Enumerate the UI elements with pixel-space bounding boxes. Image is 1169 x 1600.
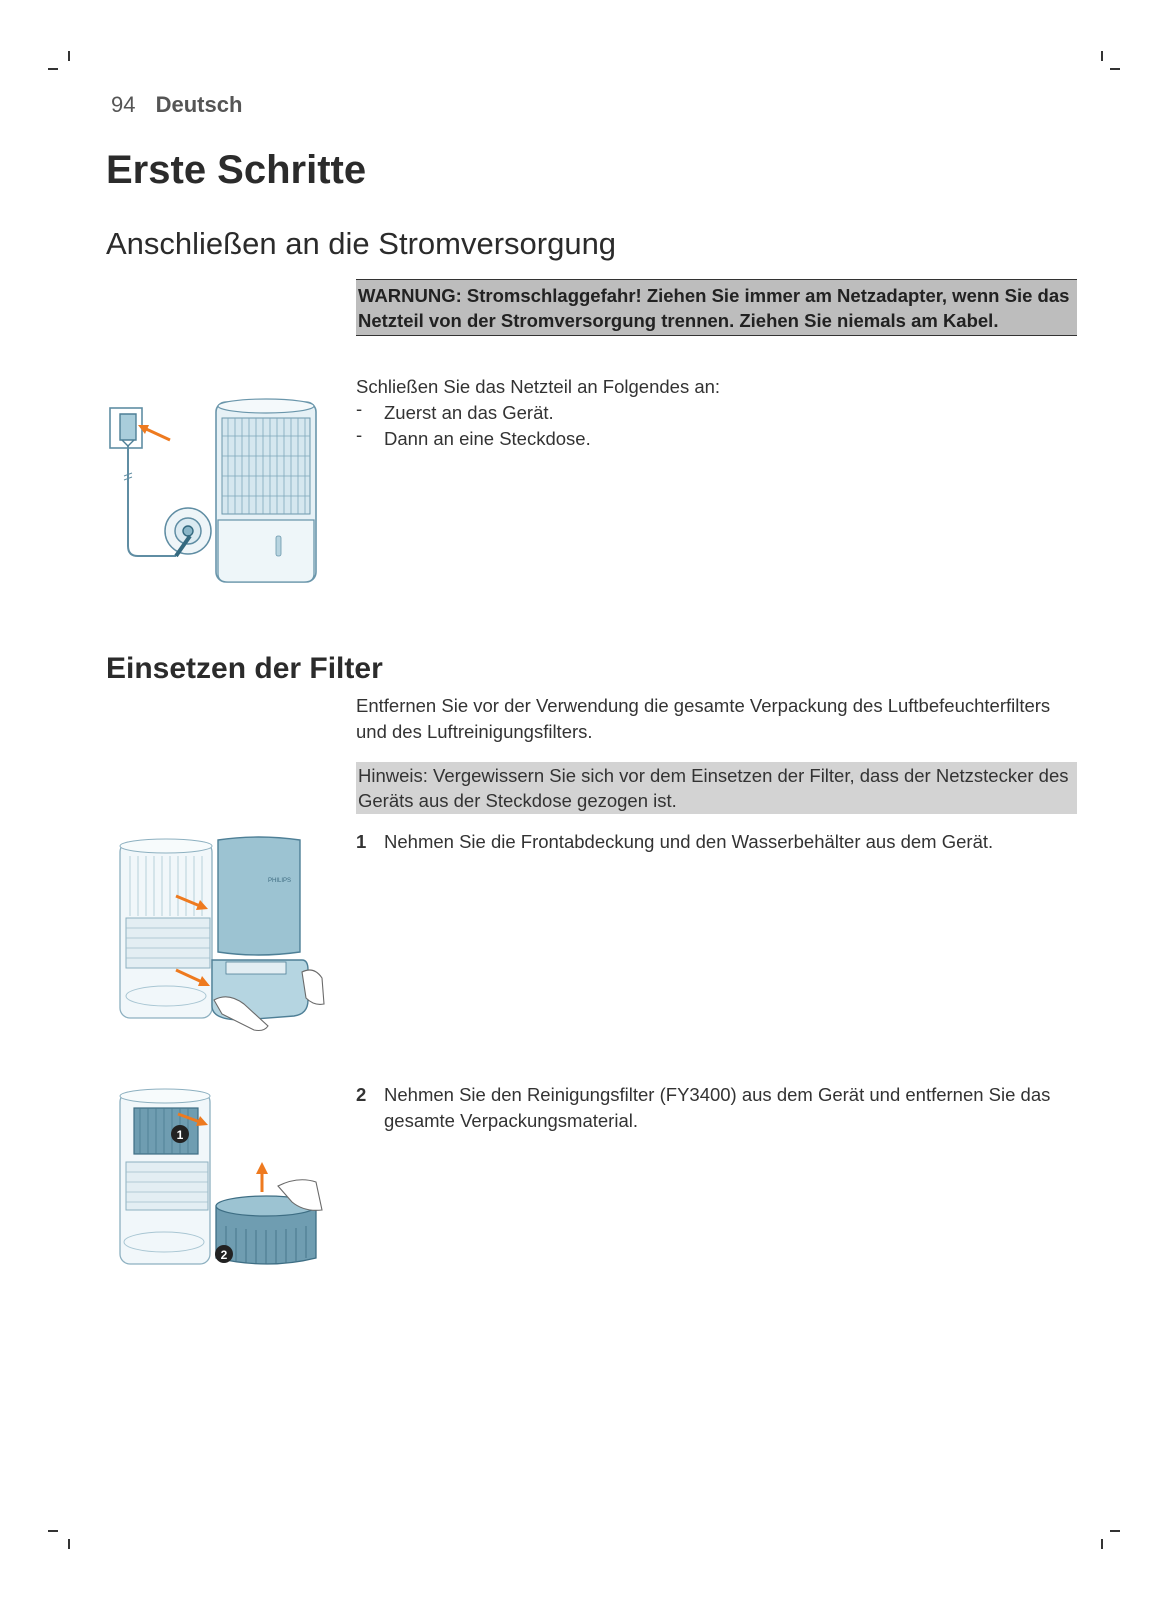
list-item <box>356 400 1071 426</box>
bullet-text: Dann an eine Steckdose. <box>384 428 591 449</box>
bullet-marker: - <box>356 398 363 419</box>
filters-intro-text: Entfernen Sie vor der Verwendung die gesamte Verpackung des Luftbefeuchterfilters und des Luftreinigungsfilters. <box>356 695 1051 742</box>
step-number: 1 <box>356 831 367 852</box>
crop-mark-top-left-v <box>68 51 70 61</box>
page-title: Erste Schritte <box>106 148 367 192</box>
power-adapter-icon <box>120 414 136 440</box>
step-number: 2 <box>356 1084 367 1105</box>
insert-arrow-icon <box>144 428 170 440</box>
callout-2-icon <box>215 1245 233 1263</box>
step-2 <box>356 1082 1076 1134</box>
power-instructions <box>356 374 1071 452</box>
section-heading-filters: Einsetzen der Filter <box>106 652 383 685</box>
language-label: Deutsch <box>155 92 243 117</box>
callout-1-icon <box>171 1125 189 1143</box>
crop-mark-bottom-right-h <box>1110 1530 1120 1532</box>
step-text: Nehmen Sie die Frontabdeckung und den Wasserbehälter aus dem Gerät. <box>384 831 994 852</box>
crop-mark-top-left-h <box>48 68 58 70</box>
crop-mark-bottom-left-h <box>48 1530 58 1532</box>
power-connection-illustration <box>108 396 333 591</box>
step-1 <box>356 829 1076 855</box>
crop-mark-top-right-h <box>1110 68 1120 70</box>
section-heading-power: Anschließen an die Stromversorgung <box>106 226 617 261</box>
crop-mark-top-right-v <box>1101 51 1103 61</box>
remove-filter-illustration <box>118 1086 328 1286</box>
humidifier-body-icon <box>120 839 212 1018</box>
brand-mark: PHILIPS <box>268 878 292 884</box>
humidifier-device-icon <box>216 399 316 582</box>
page-number: 94 <box>111 92 136 117</box>
bullet-marker: - <box>356 424 363 445</box>
humidifier-body-icon <box>120 1089 210 1264</box>
power-intro-text: Schließen Sie das Netzteil an Folgendes an: <box>356 376 721 397</box>
crop-mark-bottom-right-v <box>1101 1539 1103 1549</box>
step-text: Nehmen Sie den Reinigungsfilter (FY3400) aus dem Gerät und entfernen Sie das gesamte Verpackungsmaterial. <box>384 1084 1051 1131</box>
bullet-text: Zuerst an das Gerät. <box>384 402 554 423</box>
crop-mark-bottom-left-v <box>68 1539 70 1549</box>
callout-label: 1 <box>176 1128 184 1142</box>
note-box: Hinweis: Vergewissern Sie sich vor dem Einsetzen der Filter, dass der Netzstecker des Geräts aus der Steckdose gezogen ist. <box>356 762 1077 814</box>
warning-box: WARNUNG: Stromschlaggefahr! Ziehen Sie immer am Netzadapter, wenn Sie das Netzteil von der Stromversorgung trennen. Ziehen Sie niemals am Kabel. <box>356 279 1077 336</box>
list-item <box>356 426 1071 452</box>
remove-cover-illustration <box>118 836 328 1051</box>
page-header <box>111 92 242 118</box>
callout-label: 2 <box>220 1248 228 1262</box>
front-cover-icon <box>218 837 300 955</box>
